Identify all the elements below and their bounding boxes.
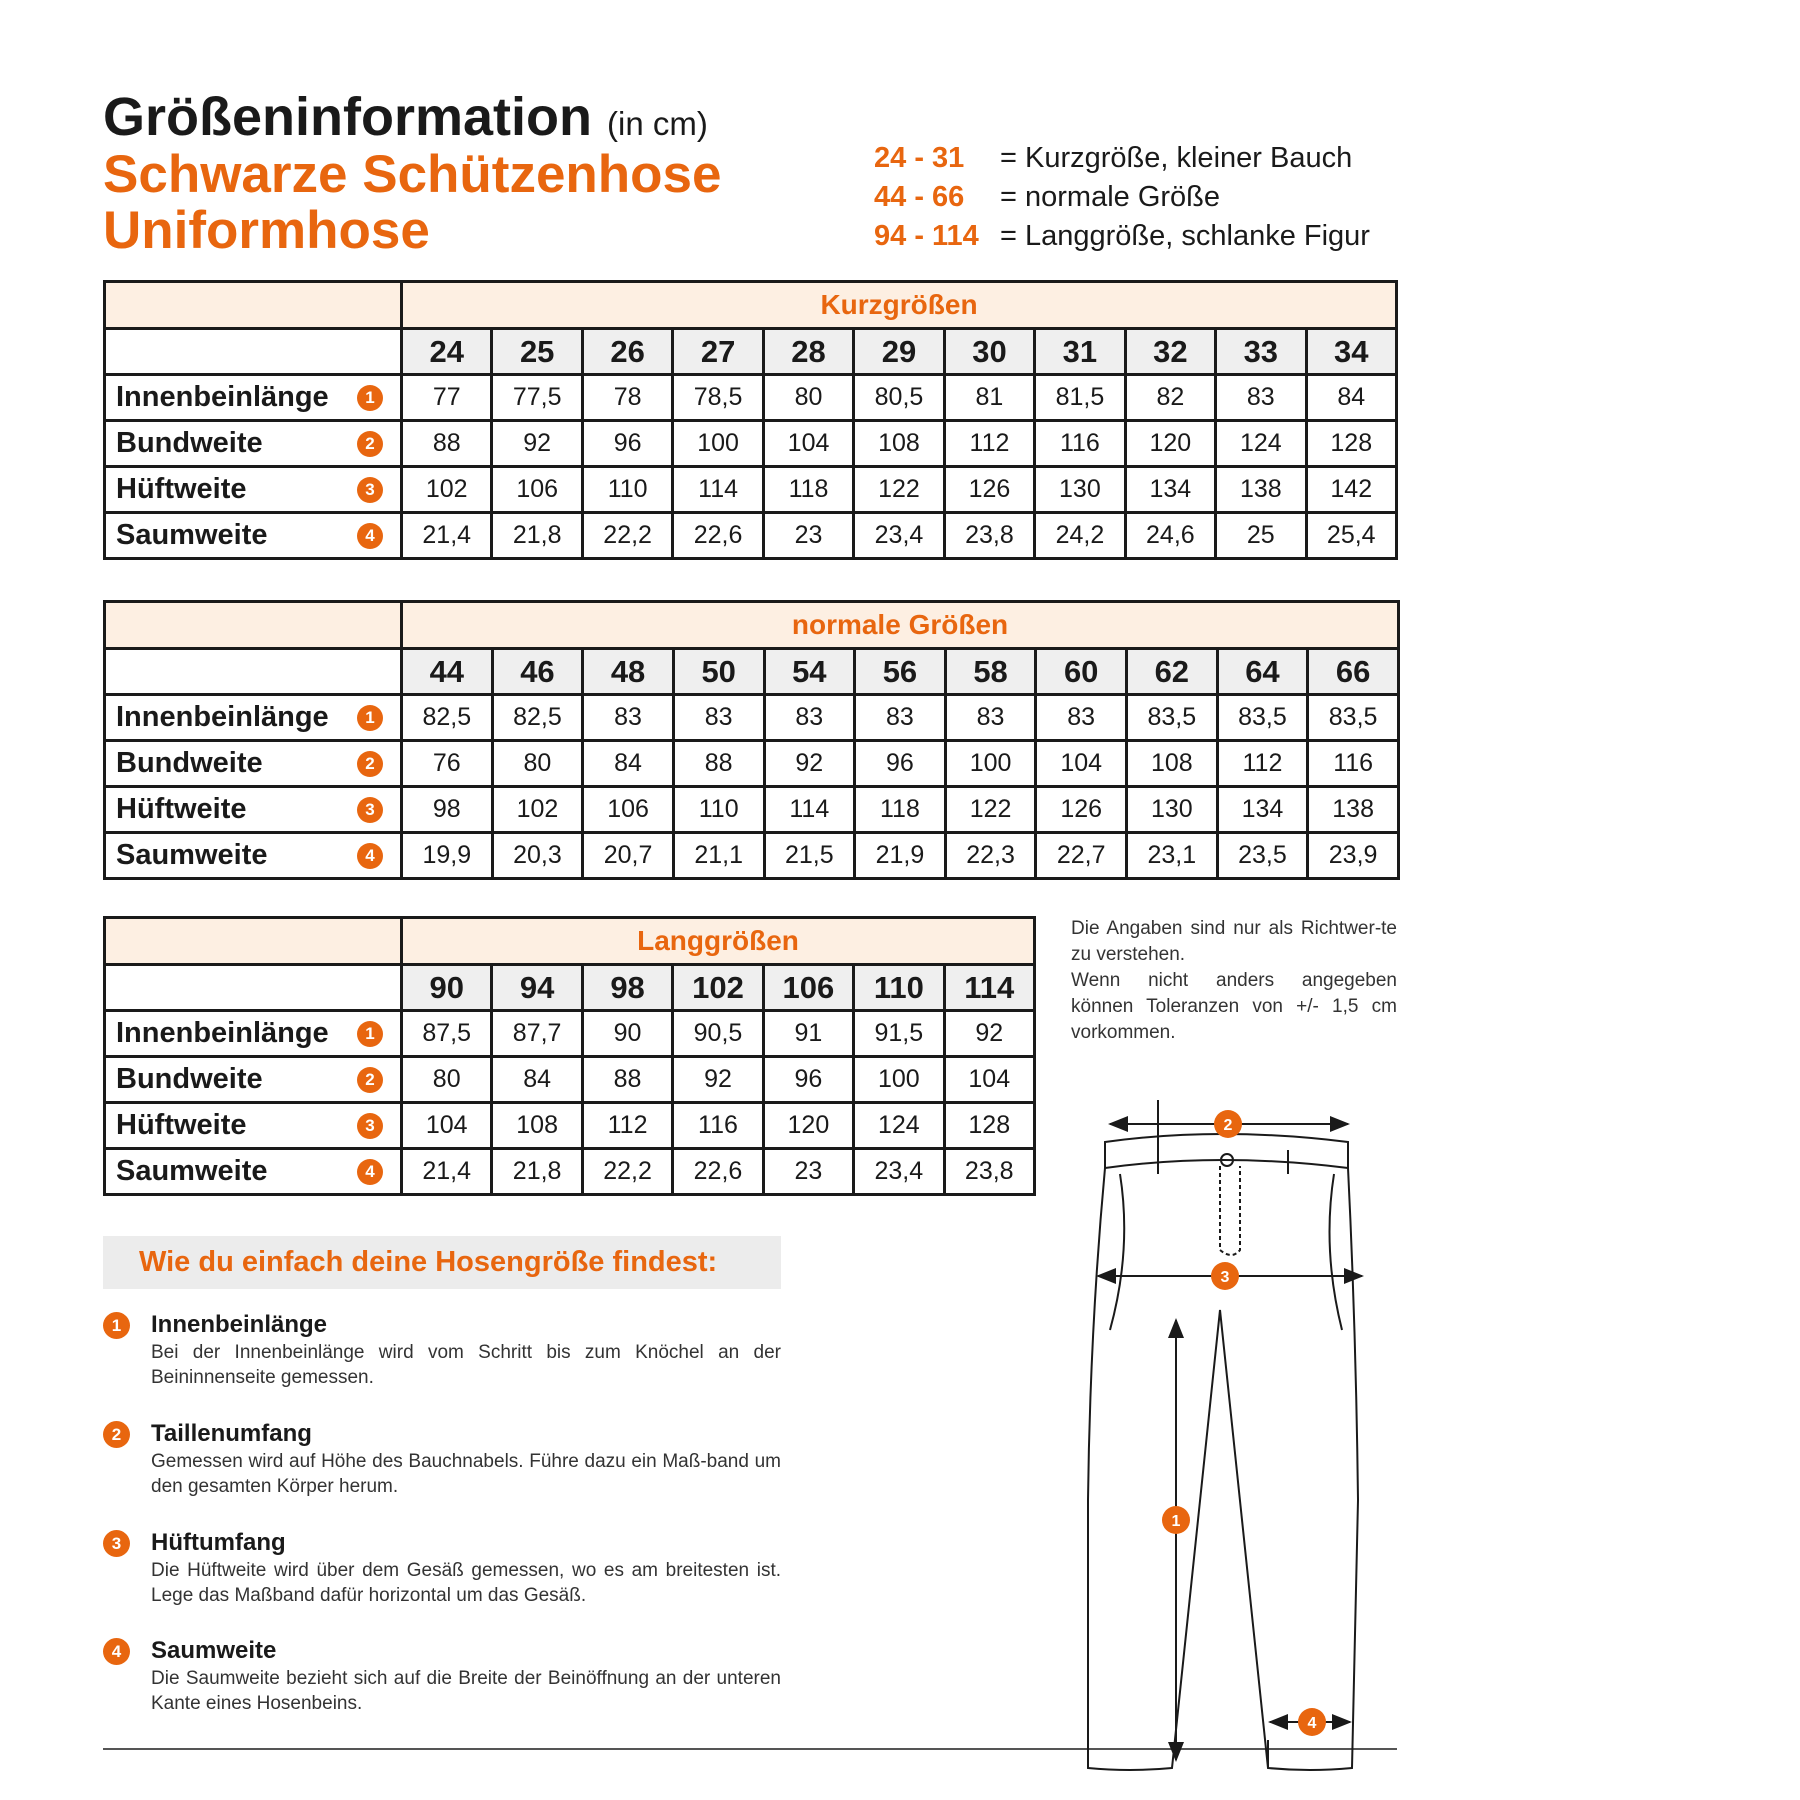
value-cell: 106 xyxy=(583,787,674,833)
title-unit: (in cm) xyxy=(607,105,708,142)
value-cell: 84 xyxy=(1306,375,1396,421)
legend-range: 94 - 114 xyxy=(874,220,979,252)
measure-badge: 4 xyxy=(357,843,383,869)
value-cell: 83 xyxy=(1036,695,1127,741)
table-group-title: Langgrößen xyxy=(402,918,1035,965)
step-number-badge: 4 xyxy=(103,1638,130,1665)
legend-desc: = Langgröße, schlanke Figur xyxy=(1000,220,1370,252)
table-title-row xyxy=(105,918,1035,965)
size-cell: 31 xyxy=(1035,329,1125,375)
row-label-cell xyxy=(105,787,402,833)
row-label: Hüftweite xyxy=(116,1109,247,1141)
value-cell: 22,2 xyxy=(582,513,672,559)
value-cell: 104 xyxy=(944,1057,1034,1103)
value-cell: 80,5 xyxy=(854,375,944,421)
value-cell: 20,3 xyxy=(492,833,583,879)
value-cell: 80 xyxy=(492,741,583,787)
step-description: Die Hüftweite wird über dem Gesäß gemessen, wo es am breitesten ist. Lege das Maßband dafür horizontal um das Gesäß. xyxy=(151,1560,781,1606)
value-cell: 91,5 xyxy=(854,1011,944,1057)
value-cell: 80 xyxy=(763,375,853,421)
value-cell: 77,5 xyxy=(492,375,582,421)
value-cell: 22,7 xyxy=(1036,833,1127,879)
value-cell: 22,6 xyxy=(673,1149,763,1195)
row-label: Hüftweite xyxy=(116,473,247,505)
value-cell: 110 xyxy=(673,787,764,833)
measurement-row xyxy=(105,695,1399,741)
size-cell: 29 xyxy=(854,329,944,375)
size-cell: 106 xyxy=(763,965,853,1011)
value-cell: 100 xyxy=(945,741,1036,787)
value-cell: 82,5 xyxy=(402,695,493,741)
value-cell: 88 xyxy=(402,421,492,467)
measurement-row xyxy=(105,375,1397,421)
row-label: Hüftweite xyxy=(116,793,247,825)
step-inseam xyxy=(103,1310,781,1390)
value-cell: 128 xyxy=(944,1103,1034,1149)
value-cell: 24,2 xyxy=(1035,513,1125,559)
size-cell: 24 xyxy=(402,329,492,375)
badge-number: 2 xyxy=(1223,1117,1233,1134)
badge-number: 3 xyxy=(1220,1269,1230,1286)
value-cell: 91 xyxy=(763,1011,853,1057)
size-cell: 114 xyxy=(944,965,1034,1011)
value-cell: 22,6 xyxy=(673,513,763,559)
row-label-cell xyxy=(105,833,402,879)
step-description: Bei der Innenbeinlänge wird vom Schritt bis zum Knöchel an der Beininnenseite gemessen. xyxy=(151,1342,781,1388)
pants-outline xyxy=(1088,1100,1358,1770)
legend-row xyxy=(874,142,1370,181)
row-label-cell xyxy=(105,513,402,559)
row-label: Saumweite xyxy=(116,839,268,871)
value-cell: 124 xyxy=(1216,421,1306,467)
size-cell: 90 xyxy=(402,965,492,1011)
value-cell: 126 xyxy=(944,467,1034,513)
step-description: Die Saumweite bezieht sich auf die Breite der Beinöffnung an der unteren Kante eines Hosenbeins. xyxy=(151,1668,781,1714)
size-cell: 94 xyxy=(492,965,582,1011)
value-cell: 106 xyxy=(492,467,582,513)
value-cell: 80 xyxy=(402,1057,492,1103)
value-cell: 120 xyxy=(763,1103,853,1149)
value-cell: 108 xyxy=(1127,741,1218,787)
value-cell: 83,5 xyxy=(1217,695,1308,741)
value-cell: 19,9 xyxy=(402,833,493,879)
value-cell: 87,7 xyxy=(492,1011,582,1057)
value-cell: 114 xyxy=(764,787,855,833)
value-cell: 83 xyxy=(764,695,855,741)
row-label-cell xyxy=(105,421,402,467)
step-title: Saumweite xyxy=(151,1637,277,1664)
value-cell: 23,5 xyxy=(1217,833,1308,879)
size-header-row xyxy=(105,649,1399,695)
step-hem xyxy=(103,1636,781,1716)
size-cell: 44 xyxy=(402,649,493,695)
value-cell: 23,8 xyxy=(944,513,1034,559)
value-cell: 108 xyxy=(854,421,944,467)
row-label: Saumweite xyxy=(116,1155,268,1187)
value-cell: 90,5 xyxy=(673,1011,763,1057)
table-title-row xyxy=(105,602,1399,649)
note-line: Die Angaben sind nur als Richtwer-te zu verstehen. xyxy=(1071,918,1397,965)
size-cell: 62 xyxy=(1127,649,1218,695)
value-cell: 122 xyxy=(945,787,1036,833)
table-group-title: Kurzgrößen xyxy=(402,282,1397,329)
size-cell: 34 xyxy=(1306,329,1396,375)
table-langgroessen xyxy=(103,916,1036,1196)
value-cell: 23,9 xyxy=(1308,833,1399,879)
value-cell: 23 xyxy=(763,1149,853,1195)
measurement-row xyxy=(105,741,1399,787)
value-cell: 83 xyxy=(1216,375,1306,421)
row-label: Innenbeinlänge xyxy=(116,1017,329,1049)
value-cell: 112 xyxy=(582,1103,672,1149)
value-cell: 83,5 xyxy=(1127,695,1218,741)
tolerance-note xyxy=(1071,916,1397,1046)
step-hip xyxy=(103,1528,781,1608)
measure-badge: 4 xyxy=(357,1159,383,1185)
page-title xyxy=(103,88,722,147)
value-cell: 25 xyxy=(1216,513,1306,559)
step-number-badge: 2 xyxy=(103,1421,130,1448)
value-cell: 134 xyxy=(1125,467,1215,513)
value-cell: 92 xyxy=(764,741,855,787)
value-cell: 116 xyxy=(1308,741,1399,787)
step-number-badge: 1 xyxy=(103,1312,130,1339)
row-label: Saumweite xyxy=(116,519,268,551)
value-cell: 78,5 xyxy=(673,375,763,421)
measure-badge: 2 xyxy=(357,1067,383,1093)
row-label: Bundweite xyxy=(116,747,263,779)
value-cell: 102 xyxy=(492,787,583,833)
value-cell: 83 xyxy=(855,695,946,741)
value-cell: 98 xyxy=(402,787,493,833)
value-cell: 100 xyxy=(673,421,763,467)
blank-cell xyxy=(105,965,402,1011)
value-cell: 20,7 xyxy=(583,833,674,879)
value-cell: 130 xyxy=(1035,467,1125,513)
value-cell: 84 xyxy=(492,1057,582,1103)
value-cell: 138 xyxy=(1216,467,1306,513)
row-label-cell xyxy=(105,375,402,421)
legend-range: 44 - 66 xyxy=(874,181,965,213)
legend-range: 24 - 31 xyxy=(874,142,965,174)
measurement-row xyxy=(105,467,1397,513)
measure-badge: 1 xyxy=(357,385,383,411)
measurement-row xyxy=(105,1011,1035,1057)
value-cell: 108 xyxy=(492,1103,582,1149)
size-cell: 60 xyxy=(1036,649,1127,695)
value-cell: 112 xyxy=(944,421,1034,467)
value-cell: 23,4 xyxy=(854,513,944,559)
value-cell: 124 xyxy=(854,1103,944,1149)
legend-row xyxy=(874,220,1370,259)
measure-badge: 2 xyxy=(357,431,383,457)
value-cell: 96 xyxy=(763,1057,853,1103)
value-cell: 23,1 xyxy=(1127,833,1218,879)
value-cell: 84 xyxy=(583,741,674,787)
value-cell: 82 xyxy=(1125,375,1215,421)
diagram-badge-inseam xyxy=(1162,1506,1190,1534)
value-cell: 120 xyxy=(1125,421,1215,467)
value-cell: 104 xyxy=(402,1103,492,1149)
step-title: Taillenumfang xyxy=(151,1420,312,1447)
value-cell: 77 xyxy=(402,375,492,421)
row-label: Innenbeinlänge xyxy=(116,701,329,733)
howto-heading: Wie du einfach deine Hosengröße findest: xyxy=(103,1236,781,1289)
value-cell: 23 xyxy=(763,513,853,559)
value-cell: 110 xyxy=(582,467,672,513)
value-cell: 142 xyxy=(1306,467,1396,513)
table-title-row xyxy=(105,282,1397,329)
badge-number: 1 xyxy=(1171,1513,1181,1530)
row-label-cell xyxy=(105,1057,402,1103)
diagram-badge-hip xyxy=(1211,1262,1239,1290)
size-cell: 46 xyxy=(492,649,583,695)
blank-cell xyxy=(105,649,402,695)
measurement-row xyxy=(105,787,1399,833)
size-cell: 27 xyxy=(673,329,763,375)
size-cell: 98 xyxy=(582,965,672,1011)
corner-cell xyxy=(105,282,402,329)
measurement-row xyxy=(105,513,1397,559)
row-label-cell xyxy=(105,1149,402,1195)
row-label-cell xyxy=(105,467,402,513)
value-cell: 100 xyxy=(854,1057,944,1103)
size-header-row xyxy=(105,965,1035,1011)
badge-number: 4 xyxy=(1307,1715,1317,1732)
value-cell: 102 xyxy=(402,467,492,513)
value-cell: 21,8 xyxy=(492,1149,582,1195)
value-cell: 25,4 xyxy=(1306,513,1396,559)
value-cell: 96 xyxy=(855,741,946,787)
corner-cell xyxy=(105,918,402,965)
table-kurzgroessen xyxy=(103,280,1398,560)
measure-lines xyxy=(1098,1124,1362,1760)
size-cell: 32 xyxy=(1125,329,1215,375)
step-description: Gemessen wird auf Höhe des Bauchnabels. Führe dazu ein Maß-band um den gesamten Körper herum. xyxy=(151,1451,781,1497)
value-cell: 83,5 xyxy=(1308,695,1399,741)
value-cell: 134 xyxy=(1217,787,1308,833)
value-cell: 21,8 xyxy=(492,513,582,559)
table-normale-groessen xyxy=(103,600,1400,880)
diagram-badge-waist xyxy=(1214,1110,1242,1138)
value-cell: 118 xyxy=(763,467,853,513)
blank-cell xyxy=(105,329,402,375)
value-cell: 122 xyxy=(854,467,944,513)
value-cell: 83 xyxy=(583,695,674,741)
row-label-cell xyxy=(105,1103,402,1149)
size-header-row xyxy=(105,329,1397,375)
value-cell: 23,8 xyxy=(944,1149,1034,1195)
value-cell: 96 xyxy=(582,421,672,467)
legend-row xyxy=(874,181,1370,220)
measure-badge: 4 xyxy=(357,523,383,549)
step-number-badge: 3 xyxy=(103,1530,130,1557)
value-cell: 21,4 xyxy=(402,513,492,559)
size-cell: 58 xyxy=(945,649,1036,695)
value-cell: 88 xyxy=(673,741,764,787)
size-cell: 33 xyxy=(1216,329,1306,375)
value-cell: 138 xyxy=(1308,787,1399,833)
value-cell: 21,4 xyxy=(402,1149,492,1195)
size-legend xyxy=(874,142,1370,259)
corner-cell xyxy=(105,602,402,649)
value-cell: 92 xyxy=(492,421,582,467)
size-cell: 66 xyxy=(1308,649,1399,695)
value-cell: 116 xyxy=(1035,421,1125,467)
row-label-cell xyxy=(105,741,402,787)
size-cell: 28 xyxy=(763,329,853,375)
step-waist xyxy=(103,1419,781,1499)
size-cell: 110 xyxy=(854,965,944,1011)
size-cell: 56 xyxy=(855,649,946,695)
value-cell: 21,1 xyxy=(673,833,764,879)
measurement-row xyxy=(105,421,1397,467)
value-cell: 118 xyxy=(855,787,946,833)
measure-badge: 1 xyxy=(357,705,383,731)
size-cell: 102 xyxy=(673,965,763,1011)
value-cell: 90 xyxy=(582,1011,672,1057)
size-cell: 64 xyxy=(1217,649,1308,695)
value-cell: 21,9 xyxy=(855,833,946,879)
value-cell: 23,4 xyxy=(854,1149,944,1195)
value-cell: 82,5 xyxy=(492,695,583,741)
row-label: Bundweite xyxy=(116,1063,263,1095)
value-cell: 87,5 xyxy=(402,1011,492,1057)
measure-badge: 2 xyxy=(357,751,383,777)
size-cell: 48 xyxy=(583,649,674,695)
value-cell: 116 xyxy=(673,1103,763,1149)
title-block xyxy=(103,88,722,259)
value-cell: 130 xyxy=(1127,787,1218,833)
value-cell: 76 xyxy=(402,741,493,787)
diagram-badge-hem xyxy=(1298,1708,1326,1736)
pants-measurement-diagram xyxy=(1080,1100,1380,1780)
value-cell: 92 xyxy=(944,1011,1034,1057)
step-title: Innenbeinlänge xyxy=(151,1311,328,1338)
value-cell: 83 xyxy=(945,695,1036,741)
measurement-row xyxy=(105,1149,1035,1195)
size-cell: 50 xyxy=(673,649,764,695)
legend-desc: = Kurzgröße, kleiner Bauch xyxy=(1000,142,1353,174)
value-cell: 78 xyxy=(582,375,672,421)
row-label: Bundweite xyxy=(116,427,263,459)
value-cell: 22,3 xyxy=(945,833,1036,879)
value-cell: 81,5 xyxy=(1035,375,1125,421)
measure-badge: 3 xyxy=(357,477,383,503)
value-cell: 21,5 xyxy=(764,833,855,879)
legend-desc: = normale Größe xyxy=(1000,181,1221,213)
measure-badge: 3 xyxy=(357,797,383,823)
product-name: Schwarze Schützenhose xyxy=(103,145,722,205)
measurement-row xyxy=(105,1103,1035,1149)
row-label: Innenbeinlänge xyxy=(116,381,329,413)
measure-badge: 1 xyxy=(357,1021,383,1047)
measurement-row xyxy=(105,833,1399,879)
value-cell: 104 xyxy=(763,421,853,467)
size-cell: 26 xyxy=(582,329,672,375)
step-title: Hüftumfang xyxy=(151,1529,286,1556)
value-cell: 112 xyxy=(1217,741,1308,787)
size-cell: 54 xyxy=(764,649,855,695)
value-cell: 126 xyxy=(1036,787,1127,833)
measure-badge: 3 xyxy=(357,1113,383,1139)
value-cell: 104 xyxy=(1036,741,1127,787)
table-group-title: normale Größen xyxy=(402,602,1399,649)
row-label-cell xyxy=(105,1011,402,1057)
value-cell: 81 xyxy=(944,375,1034,421)
value-cell: 92 xyxy=(673,1057,763,1103)
value-cell: 88 xyxy=(582,1057,672,1103)
value-cell: 114 xyxy=(673,467,763,513)
note-line: Wenn nicht anders angegeben können Toleranzen von +/- 1,5 cm vorkommen. xyxy=(1071,970,1397,1043)
title-text: Größeninformation xyxy=(103,87,592,147)
row-label-cell xyxy=(105,695,402,741)
product-type: Uniformhose xyxy=(103,201,430,261)
value-cell: 128 xyxy=(1306,421,1396,467)
size-cell: 25 xyxy=(492,329,582,375)
measurement-row xyxy=(105,1057,1035,1103)
value-cell: 24,6 xyxy=(1125,513,1215,559)
size-cell: 30 xyxy=(944,329,1034,375)
value-cell: 83 xyxy=(673,695,764,741)
value-cell: 22,2 xyxy=(582,1149,672,1195)
